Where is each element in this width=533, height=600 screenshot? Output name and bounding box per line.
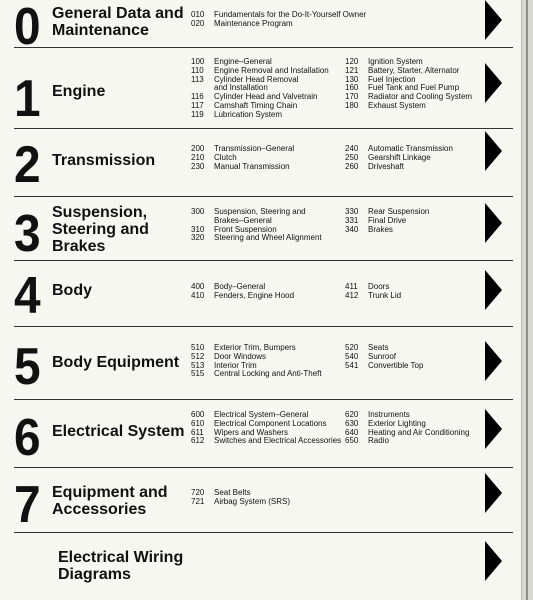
item-code: 110 xyxy=(191,65,204,75)
tab-arrow-icon[interactable] xyxy=(485,409,502,449)
item-list-left xyxy=(191,11,366,29)
item-code: 160 xyxy=(345,83,359,93)
item-list-right xyxy=(345,208,429,234)
item-label: Electrical System–General xyxy=(214,410,309,419)
tab-arrow-icon[interactable] xyxy=(485,131,502,171)
item-code: 612 xyxy=(191,436,205,446)
item-code: 541 xyxy=(345,360,359,370)
list-item[interactable] xyxy=(345,163,453,172)
item-code: 515 xyxy=(191,369,205,379)
item-code: 119 xyxy=(191,109,204,119)
item-code: 230 xyxy=(191,161,205,171)
item-list-left xyxy=(191,283,294,301)
item-label: Door Windows xyxy=(214,351,267,361)
item-label: Body–General xyxy=(214,282,266,291)
item-code: 121 xyxy=(345,65,359,75)
section-number: 0 xyxy=(14,0,40,56)
list-item[interactable] xyxy=(191,234,322,243)
item-code: 412 xyxy=(345,290,359,300)
item-list-left xyxy=(191,58,329,120)
section-block xyxy=(0,47,520,128)
tab-arrow-icon[interactable] xyxy=(485,473,502,513)
item-label: Suspension, Steering and Brakes–General xyxy=(214,207,306,225)
item-list-right xyxy=(345,344,423,370)
item-label: Ignition System xyxy=(368,57,423,66)
item-list-right xyxy=(345,283,401,301)
item-label: Radiator and Cooling System xyxy=(368,92,473,102)
item-code: 610 xyxy=(191,418,205,428)
item-label: Exterior Lighting xyxy=(368,418,426,428)
tab-arrow-icon[interactable] xyxy=(485,203,502,243)
item-label: Wipers and Washers xyxy=(214,427,288,437)
item-label: Airbag System (SRS) xyxy=(214,496,291,506)
item-code: 100 xyxy=(191,57,205,66)
item-list-right xyxy=(345,411,469,446)
item-label: Automatic Transmission xyxy=(368,144,453,153)
item-label: Seat Belts xyxy=(214,488,251,497)
item-label: Sunroof xyxy=(368,351,397,361)
item-code: 180 xyxy=(345,100,359,110)
item-label: Central Locking and Anti-Theft xyxy=(214,369,322,379)
item-code: 411 xyxy=(345,282,358,291)
section-number: 4 xyxy=(14,267,40,325)
item-label: Gearshift Linkage xyxy=(368,152,431,162)
item-label: Manual Transmission xyxy=(214,161,290,171)
section-title[interactable]: General Data and Maintenance xyxy=(52,5,184,39)
list-item[interactable] xyxy=(345,362,423,371)
list-item[interactable] xyxy=(191,437,341,446)
section-block xyxy=(0,467,520,532)
item-label: Cylinder Head Removal and Installation xyxy=(214,74,299,93)
item-label: Clutch xyxy=(214,152,237,162)
item-code: 120 xyxy=(345,57,359,66)
item-label: Fuel Injection xyxy=(368,74,416,84)
item-list-left xyxy=(191,145,294,171)
item-code: 330 xyxy=(345,207,359,216)
item-label: Battery, Starter, Alternator xyxy=(368,65,460,75)
item-code: 620 xyxy=(345,410,359,419)
section-block xyxy=(0,260,520,326)
list-item[interactable] xyxy=(191,76,329,94)
item-code: 113 xyxy=(191,74,204,84)
item-code: 340 xyxy=(345,224,359,234)
item-code: 240 xyxy=(345,144,359,153)
section-title[interactable]: Transmission xyxy=(52,152,156,169)
tab-arrow-icon[interactable] xyxy=(485,63,502,103)
item-code: 600 xyxy=(191,410,205,419)
list-item[interactable] xyxy=(191,145,294,154)
item-label: Fundamentals for the Do-It-Yourself Owner xyxy=(214,10,367,19)
item-label: Heating and Air Conditioning xyxy=(368,427,470,437)
item-code: 630 xyxy=(345,418,359,428)
section-number: 5 xyxy=(14,338,40,396)
item-code: 300 xyxy=(191,207,205,216)
section-number: 2 xyxy=(14,136,40,194)
section-title[interactable]: Electrical System xyxy=(52,423,185,440)
item-code: 310 xyxy=(191,224,205,234)
item-label: Driveshaft xyxy=(368,161,405,171)
item-code: 130 xyxy=(345,74,359,84)
item-code: 331 xyxy=(345,215,359,225)
list-item[interactable] xyxy=(191,208,322,226)
item-label: Trunk Lid xyxy=(368,290,402,300)
section-title[interactable]: Suspension, Steering and Brakes xyxy=(52,204,149,255)
section-title[interactable]: Body xyxy=(52,282,92,299)
section-block xyxy=(0,326,520,399)
item-label: Electrical Component Locations xyxy=(214,418,327,428)
tab-arrow-icon[interactable] xyxy=(485,341,502,381)
section-block xyxy=(0,196,520,263)
section-title[interactable]: Body Equipment xyxy=(52,354,180,371)
item-label: Brakes xyxy=(368,224,393,234)
section-number: 3 xyxy=(14,205,40,263)
item-label: Steering and Wheel Alignment xyxy=(214,233,322,243)
item-code: 640 xyxy=(345,427,359,437)
item-label: Doors xyxy=(368,282,390,291)
item-label: Convertible Top xyxy=(368,360,424,370)
item-code: 116 xyxy=(191,92,204,102)
item-list-left xyxy=(191,411,341,446)
list-item[interactable] xyxy=(191,20,366,29)
section-title[interactable]: Equipment and Accessories xyxy=(52,484,168,518)
list-item[interactable] xyxy=(191,498,290,507)
item-list-right xyxy=(345,145,453,171)
item-code: 210 xyxy=(191,152,205,162)
item-list-left xyxy=(191,208,322,243)
item-code: 200 xyxy=(191,144,205,153)
item-label: Lubrication System xyxy=(214,109,283,119)
item-code: 721 xyxy=(191,496,205,506)
item-code: 410 xyxy=(191,290,205,300)
item-code: 720 xyxy=(191,488,205,497)
item-code: 170 xyxy=(345,92,359,102)
section-number: 6 xyxy=(14,409,40,467)
section-block xyxy=(0,128,520,196)
item-code: 540 xyxy=(345,351,359,361)
section-block xyxy=(0,399,520,467)
item-code: 117 xyxy=(191,100,204,110)
item-label: Transmission–General xyxy=(214,144,295,153)
item-code: 512 xyxy=(191,351,205,361)
section-title[interactable]: Electrical Wiring Diagrams xyxy=(58,549,184,583)
page-edge xyxy=(521,0,533,600)
item-code: 020 xyxy=(191,18,205,28)
tab-arrow-icon[interactable] xyxy=(485,0,502,40)
list-item[interactable] xyxy=(191,111,329,120)
tab-arrow-icon[interactable] xyxy=(485,270,502,310)
item-code: 010 xyxy=(191,10,205,19)
item-code: 650 xyxy=(345,436,359,446)
item-label: Camshaft Timing Chain xyxy=(214,100,298,110)
item-label: Seats xyxy=(368,343,389,352)
list-item[interactable] xyxy=(345,429,469,438)
item-code: 510 xyxy=(191,343,205,352)
item-list-left xyxy=(191,344,322,379)
item-code: 520 xyxy=(345,343,359,352)
item-label: Engine–General xyxy=(214,57,272,66)
item-label: Radio xyxy=(368,436,389,446)
item-label: Fuel Tank and Fuel Pump xyxy=(368,83,460,93)
list-item[interactable] xyxy=(345,437,469,446)
item-label: Exterior Trim, Bumpers xyxy=(214,343,296,352)
section-block xyxy=(0,532,520,600)
item-label: Engine Removal and Installation xyxy=(214,65,329,75)
item-code: 611 xyxy=(191,427,204,437)
item-label: Rear Suspension xyxy=(368,207,430,216)
item-label: Maintenance Program xyxy=(214,18,293,28)
tab-arrow-icon[interactable] xyxy=(485,541,502,581)
section-title[interactable]: Engine xyxy=(52,83,106,100)
section-number: 1 xyxy=(14,70,40,128)
item-label: Instruments xyxy=(368,410,410,419)
list-item[interactable] xyxy=(345,102,472,111)
item-code: 400 xyxy=(191,282,205,291)
item-code: 260 xyxy=(345,161,359,171)
list-item[interactable] xyxy=(191,370,322,379)
item-code: 250 xyxy=(345,152,359,162)
list-item[interactable] xyxy=(191,163,294,172)
item-list-right xyxy=(345,58,472,111)
item-code: 320 xyxy=(191,233,205,243)
item-label: Front Suspension xyxy=(214,224,277,234)
item-label: Switches and Electrical Accessories xyxy=(214,436,342,446)
list-item[interactable] xyxy=(191,292,294,301)
section-block xyxy=(0,0,520,56)
item-label: Fenders, Engine Hood xyxy=(214,290,295,300)
list-item[interactable] xyxy=(345,226,429,235)
item-label: Cylinder Head and Valvetrain xyxy=(214,92,318,102)
item-label: Exhaust System xyxy=(368,100,426,110)
section-number: 7 xyxy=(14,476,40,534)
item-list-left xyxy=(191,489,290,507)
item-label: Interior Trim xyxy=(214,360,257,370)
list-item[interactable] xyxy=(345,292,401,301)
item-label: Final Drive xyxy=(368,215,407,225)
item-code: 513 xyxy=(191,360,205,370)
